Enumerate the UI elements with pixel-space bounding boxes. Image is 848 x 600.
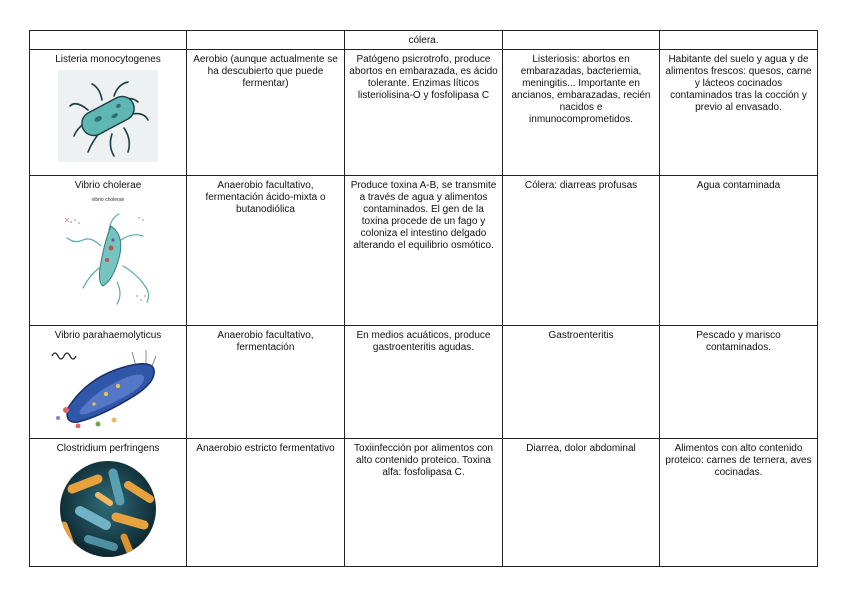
disease-cell: Cólera: diarreas profusas bbox=[503, 176, 660, 326]
organism-cell bbox=[30, 326, 187, 439]
metabolism-cell: Anaerobio facultativo, fermentación ácido-mixta o butanodiólica bbox=[187, 176, 345, 326]
disease-cell: Listeriosis: abortos en embarazadas, bacteriemia, meningitis... Importante en ancianos, embarazadas, recién nacidos e inmunocomprometidos. bbox=[503, 50, 660, 176]
pathogenesis-cell: En medios acuáticos, produce gastroenteritis agudas. bbox=[345, 326, 503, 439]
organism-name: Listeria monocytogenes bbox=[55, 54, 161, 65]
table-row bbox=[30, 439, 818, 567]
organism-cell bbox=[30, 50, 187, 176]
listeria-illustration bbox=[58, 70, 158, 162]
figure-caption: vibrio cholerae bbox=[91, 197, 125, 203]
disease-cell: Gastroenteritis bbox=[503, 326, 660, 439]
table-row bbox=[30, 176, 818, 326]
metabolism-cell: Anaerobio estricto fermentativo bbox=[187, 439, 345, 567]
organism-cell bbox=[30, 439, 187, 567]
source-cell: Habitante del suelo y agua y de alimentos frescos: quesos, carne y lácteos cocinados contaminados tras la cocción y previo al envasado. bbox=[660, 50, 818, 176]
table-cell bbox=[660, 31, 818, 50]
table-row bbox=[30, 31, 818, 50]
organism-cell bbox=[30, 176, 187, 326]
source-cell: Alimentos con alto contenido proteico: carnes de ternera, aves cocinadas. bbox=[660, 439, 818, 567]
table-cell bbox=[503, 31, 660, 50]
pathogenesis-cell: Produce toxina A-B, se transmite a través de agua y alimentos contaminados. El gen de la toxina procede de un fago y coloniza el intestino delgado alterando el equilibrio osmótico. bbox=[345, 176, 503, 326]
vibrio-cholerae-illustration bbox=[53, 196, 163, 314]
pathogenesis-cell: Patógeno psicrotrofo, produce abortos en embarazada, es ácido tolerante. Enzimas líticos listeriolisina-O y fosfolipasa C bbox=[345, 50, 503, 176]
source-cell: Pescado y marisco contaminados. bbox=[660, 326, 818, 439]
source-cell: Agua contaminada bbox=[660, 176, 818, 326]
organism-name: Vibrio cholerae bbox=[74, 180, 142, 191]
table-row bbox=[30, 326, 818, 439]
vibrio-parahaemolyticus-illustration bbox=[48, 346, 168, 428]
pathogenesis-cell: Toxiinfección por alimentos con alto contenido proteico. Toxina alfa: fosfolipasa C. bbox=[345, 439, 503, 567]
table-cell bbox=[30, 31, 187, 50]
table-cell bbox=[187, 31, 345, 50]
metabolism-cell: Aerobio (aunque actualmente se ha descubierto que puede fermentar) bbox=[187, 50, 345, 176]
organism-name: Vibrio parahaemolyticus bbox=[54, 330, 162, 341]
bacteria-table bbox=[29, 30, 818, 567]
organism-name: Clostridium perfringens bbox=[56, 443, 160, 454]
disease-cell: Diarrea, dolor abdominal bbox=[503, 439, 660, 567]
table-row bbox=[30, 50, 818, 176]
table-cell: cólera. bbox=[345, 31, 503, 50]
metabolism-cell: Anaerobio facultativo, fermentación bbox=[187, 326, 345, 439]
clostridium-perfringens-illustration bbox=[58, 459, 158, 559]
